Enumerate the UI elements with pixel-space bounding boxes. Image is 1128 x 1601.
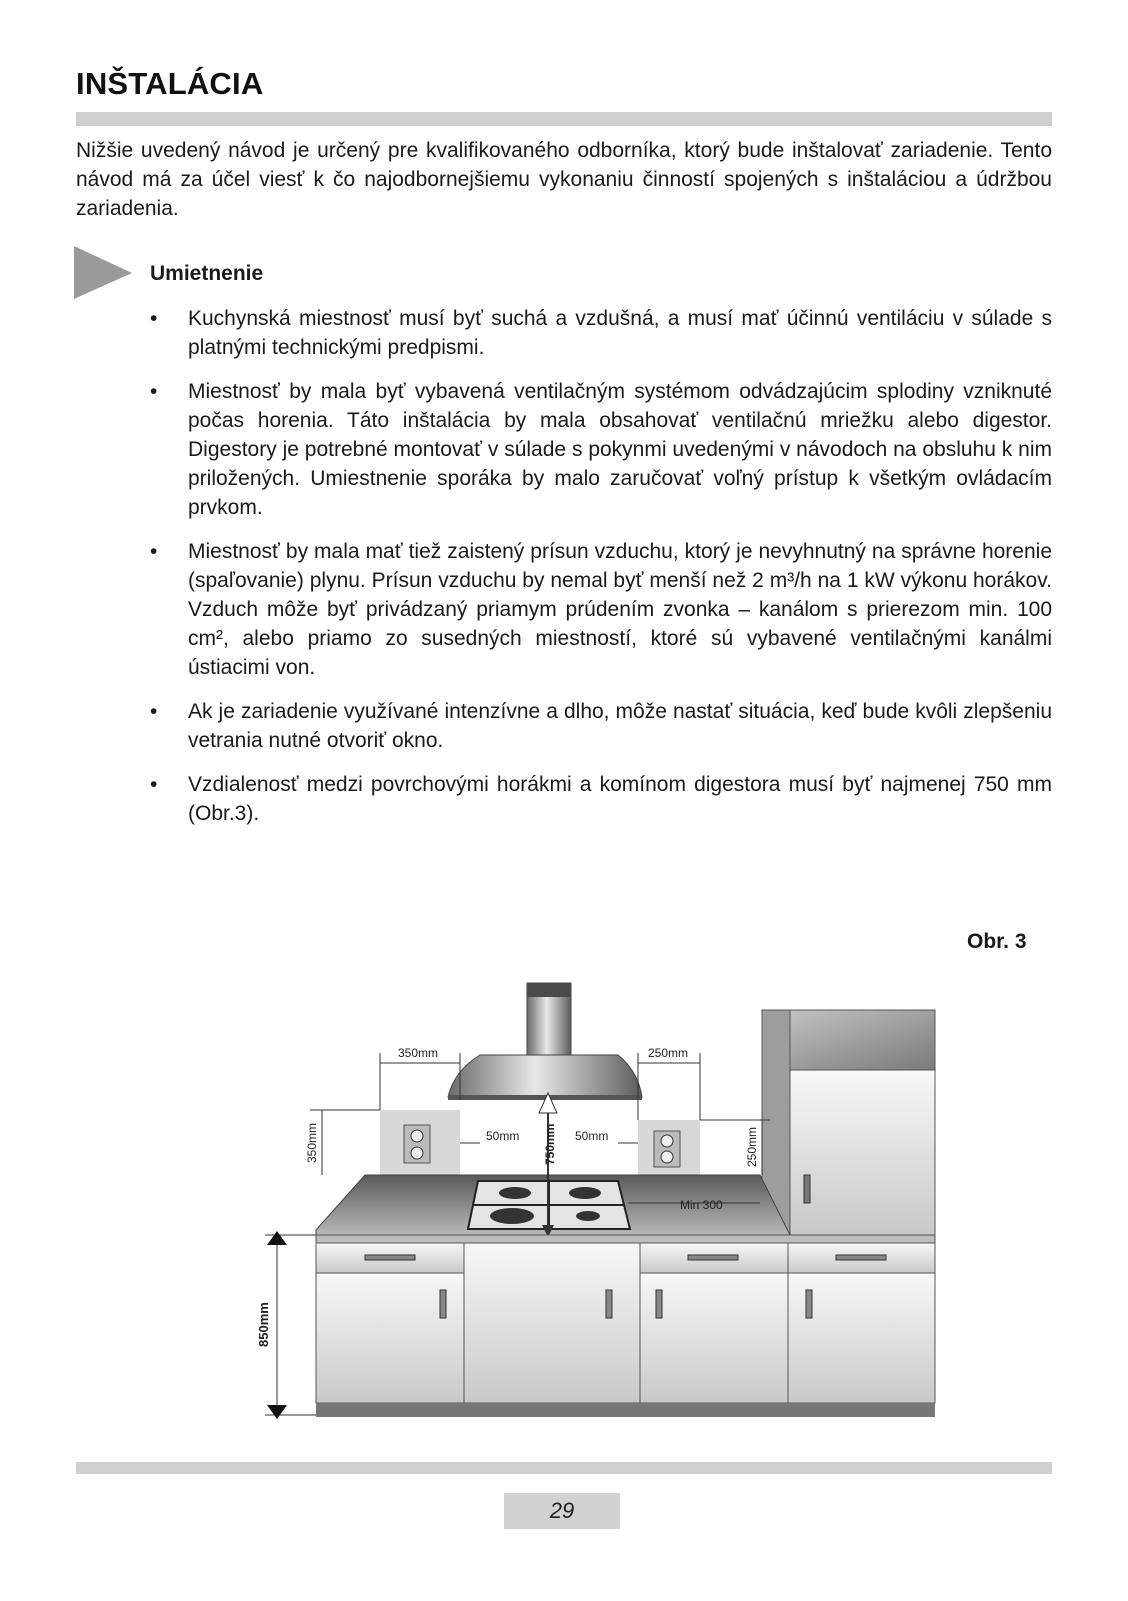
- section-heading: Umietnenie: [150, 262, 264, 285]
- dim-left-side: 50mm: [486, 1129, 520, 1143]
- intro-paragraph: Nižšie uvedený návod je určený pre kvalifikovaného odborníka, ktorý bude inštalovať zariadenie. Tento návod má za účel viesť k čo najodbornejšiemu vykonaniu činností spojených s inštaláciou a údržbou zariadenia.: [76, 139, 1052, 220]
- list-item-text: Kuchynská miestnosť musí byť suchá a vzdušná, a musí mať účinnú ventiláciu v súlade s platnými technickými predpismi.: [188, 307, 1052, 359]
- page-number: 29: [504, 1493, 620, 1529]
- page-title: INŠTALÁCIA: [76, 66, 264, 101]
- tall-cabinet: [762, 1010, 935, 1235]
- list-item-text: Miestnosť by mala byť vybavená ventilačným systémom odvádzajúcim splodiny vzniknuté počas horenia. Táto inštalácia by mala obsahovať ventilačnú mriežku alebo digestor. Digestory je potrebné montovať v súlade s pokynmi uvedenými v návodoch na obsluhu k nim priložených. Umiestnenie sporáka by malo zaručovať voľný prístup k všetkým ovládacím prvkom.: [188, 380, 1052, 519]
- dim-left-height: 350mm: [305, 1122, 319, 1163]
- dim-right-side: 50mm: [575, 1129, 609, 1143]
- header-rule: [76, 112, 1052, 126]
- list-item-text: Ak je zariadenie využívané intenzívne a dlho, môže nastať situácia, keď bude kvôli zlepšeniu vetrania nutné otvoriť okno.: [188, 700, 1052, 752]
- list-item: [150, 770, 1052, 828]
- section-arrow-icon: [74, 246, 134, 300]
- list-item: [150, 537, 1052, 682]
- bullet-icon: •: [150, 307, 158, 330]
- figure-label: Obr. 3: [967, 930, 1027, 953]
- wall-socket-right: [638, 1120, 700, 1175]
- footer-rule: [76, 1462, 1052, 1474]
- list-item: [150, 304, 1052, 362]
- bullet-icon: •: [150, 773, 158, 796]
- dim-right-height: 250mm: [745, 1126, 759, 1167]
- dim-hood-height: 750mm: [543, 1123, 557, 1165]
- bullet-icon: •: [150, 380, 158, 403]
- list-item: [150, 377, 1052, 522]
- list-item: [150, 697, 1052, 755]
- dim-min-side: Min 300: [680, 1198, 723, 1212]
- cooker-hood: [448, 983, 642, 1100]
- base-cabinets: [316, 1235, 935, 1417]
- kitchen-installation-diagram: [250, 975, 950, 1425]
- bullet-icon: •: [150, 540, 158, 563]
- dim-counter-height: 850mm: [256, 1302, 271, 1347]
- list-item-text: Miestnosť by mala mať tiež zaistený prísun vzduchu, ktorý je nevyhnutný na správne horenie (spaľovanie) plynu. Prísun vzduchu by nemal byť menší než 2 m³/h na 1 kW výkonu horákov. Vzduch môže byť privádzaný priamym prúdením zvonka – kanálom s prierezom min. 100 cm², alebo priamo zo susedných miestností, ktoré sú vybavené ventilačnými kanálmi ústiacimi von.: [188, 540, 1052, 679]
- bullet-icon: •: [150, 700, 158, 723]
- wall-socket-left: [380, 1110, 460, 1175]
- dim-left-gap: 350mm: [398, 1046, 439, 1060]
- list-item-text: Vzdialenosť medzi povrchovými horákmi a komínom digestora musí byť najmenej 750 mm (Obr.3).: [188, 773, 1052, 825]
- bullet-list: [150, 304, 1052, 843]
- dim-right-gap: 250mm: [648, 1046, 689, 1060]
